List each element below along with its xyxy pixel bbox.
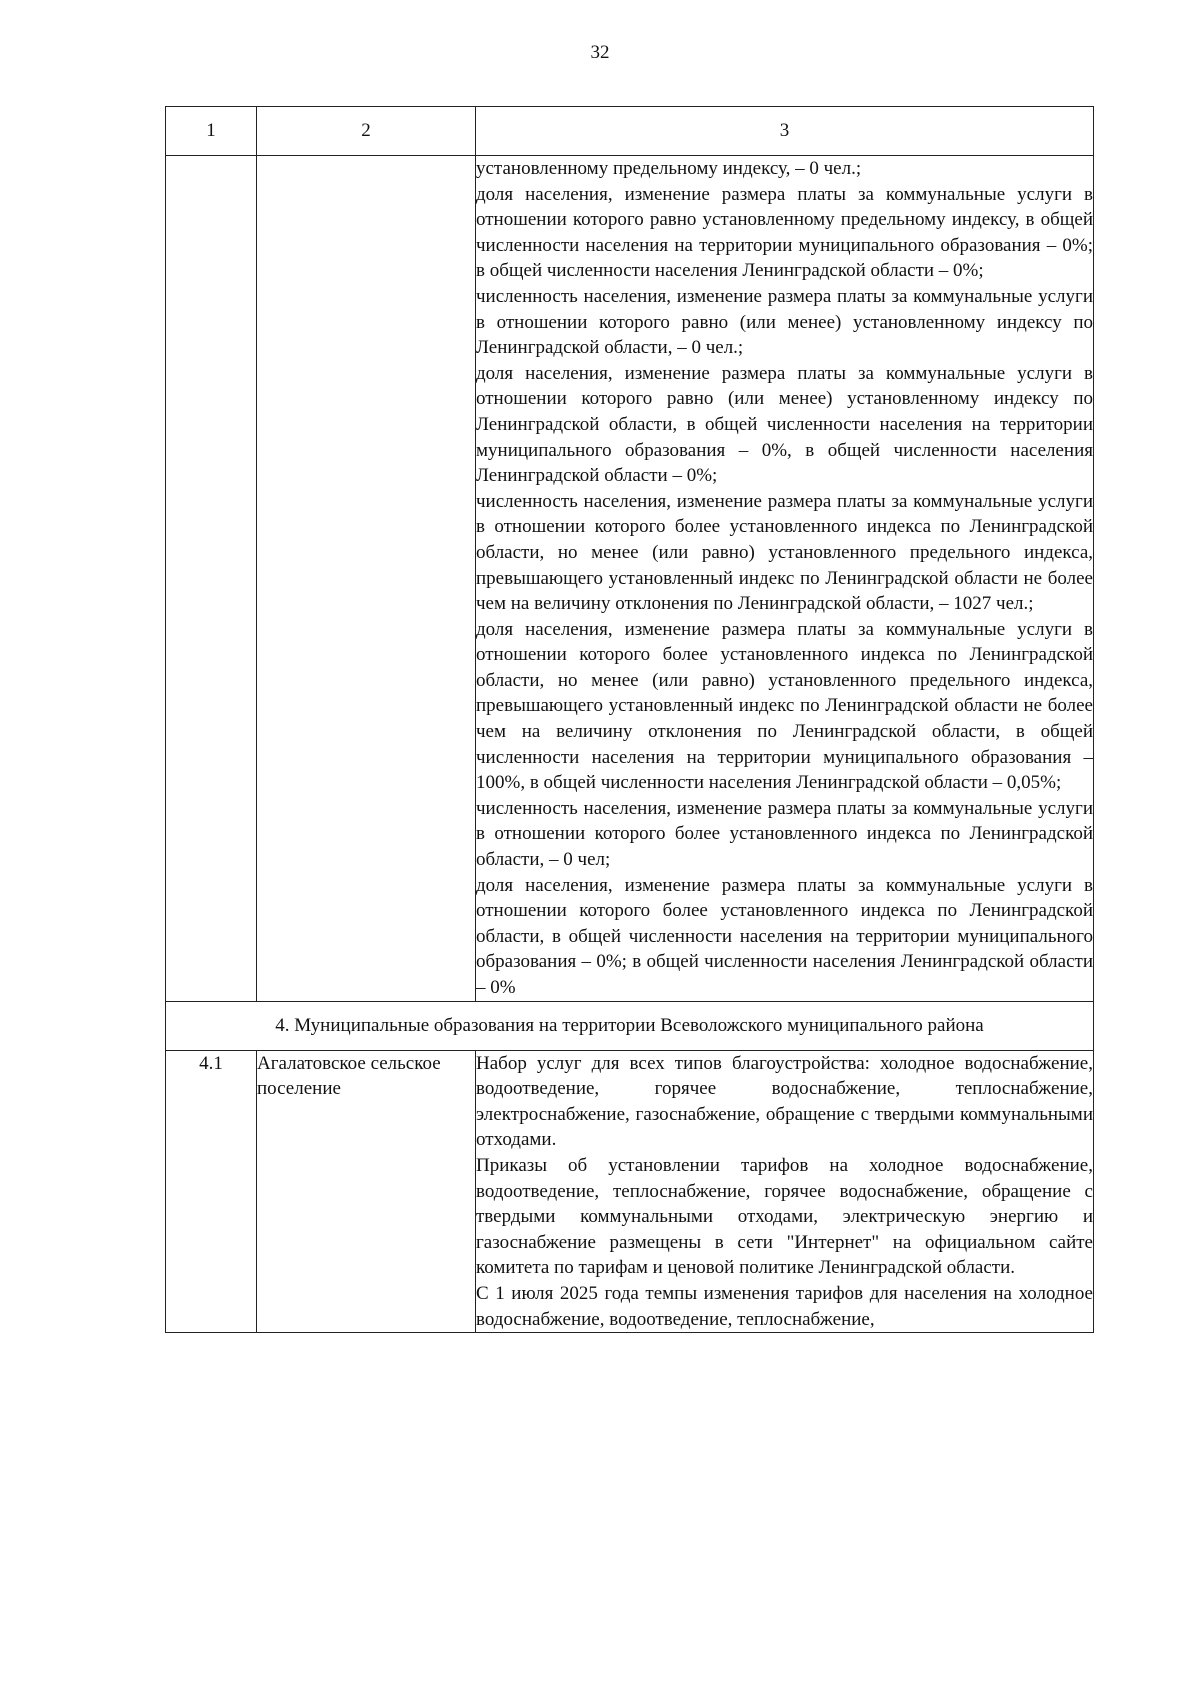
cell-name bbox=[257, 156, 476, 1002]
paragraph: доля населения, изменение размера платы за коммунальные услуги в отношении которого более установленного индекса по Ленинградской области, в общей численности населения на территории муниципального образования – 0%; в общей численности населения Ленинградской области – 0% bbox=[476, 874, 1093, 998]
paragraph: численность населения, изменение размера платы за коммунальные услуги в отношении которого более установленного индекса по Ленинградской области, – 0 чел; bbox=[476, 797, 1093, 871]
paragraph: установленному предельному индексу, – 0 чел.; bbox=[476, 158, 862, 179]
header-col-3: 3 bbox=[476, 107, 1094, 156]
table-header-row bbox=[166, 107, 1094, 156]
paragraph: С 1 июля 2025 года темпы изменения тарифов для населения на холодное водоснабжение, водоотведение, теплоснабжение, bbox=[476, 1282, 1093, 1330]
section-heading-row bbox=[166, 1001, 1094, 1050]
section-title: 4. Муниципальные образования на территории Всеволожского муниципального района bbox=[166, 1001, 1094, 1050]
table-row-continued bbox=[166, 156, 1094, 1002]
paragraph: численность населения, изменение размера платы за коммунальные услуги в отношении которого более установленного индекса по Ленинградской области, но менее (или равно) установленного предельного индекса, превышающего установленный индекс по Ленинградской области не более чем на величину отклонения по Ленинградской области, – 1027 чел.; bbox=[476, 490, 1093, 615]
paragraph: доля населения, изменение размера платы за коммунальные услуги в отношении которого равно (или менее) установленному индексу по Ленинградской области, в общей численности населения на территории муниципального образования – 0%, в общей численности населения Ленинградской области – 0%; bbox=[476, 362, 1093, 487]
paragraph: Приказы об установлении тарифов на холодное водоснабжение, водоотведение, теплоснабжение, горячее водоснабжение, обращение с твердыми коммунальными отходами, электрическую энергию и газоснабжение размещены в сети "Интернет" на официальном сайте комитета по тарифам и ценовой политике Ленинградской области. bbox=[476, 1154, 1093, 1279]
paragraph: численность населения, изменение размера платы за коммунальные услуги в отношении которого равно (или менее) установленному индексу по Ленинградской области, – 0 чел.; bbox=[476, 285, 1093, 359]
entry-name: Агалатовское сельское поселение bbox=[257, 1050, 476, 1333]
page-number: 32 bbox=[590, 42, 610, 63]
paragraph: Набор услуг для всех типов благоустройства: холодное водоснабжение, водоотведение, горячее водоснабжение, теплоснабжение, электроснабжение, газоснабжение, обращение с твердыми коммунальными отходами. bbox=[476, 1052, 1093, 1151]
table-row bbox=[166, 1050, 1094, 1333]
paragraph: доля населения, изменение размера платы за коммунальные услуги в отношении которого более установленного индекса по Ленинградской области, но менее (или равно) установленного предельного индекса, превышающего установленный индекс по Ленинградской области не более чем на величину отклонения по Ленинградской области, в общей численности населения на территории муниципального образования – 100%, в общей численности населения Ленинградской области – 0,05%; bbox=[476, 618, 1093, 794]
entry-number: 4.1 bbox=[166, 1050, 257, 1333]
cell-description bbox=[476, 156, 1094, 1002]
header-col-1: 1 bbox=[166, 107, 257, 156]
header-col-2: 2 bbox=[257, 107, 476, 156]
entry-description bbox=[476, 1050, 1094, 1333]
data-table bbox=[165, 106, 1094, 1333]
cell-number bbox=[166, 156, 257, 1002]
paragraph: доля населения, изменение размера платы за коммунальные услуги в отношении которого равно установленному предельному индексу, в общей численности населения на территории муниципального образования – 0%; в общей численности населения Ленинградской области – 0%; bbox=[476, 183, 1093, 282]
